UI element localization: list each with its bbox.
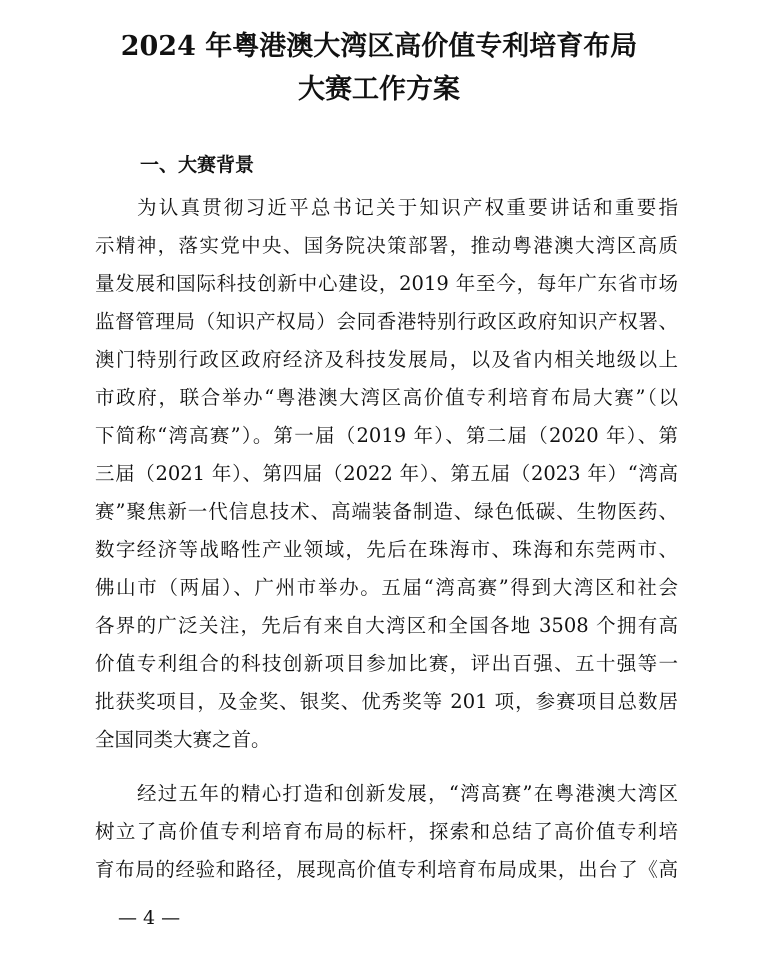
paragraph-line: 三届（2021 年）、第四届（2022 年）、第五届（2023 年）“湾高 xyxy=(95,462,678,485)
page-number: — 4 — xyxy=(118,907,181,929)
paragraph-line: 数字经济等战略性产业领域，先后在珠海市、珠海和东莞两市、 xyxy=(95,538,678,561)
paragraph-line: 育布局的经验和路径，展现高价值专利培育布局成果，出台了《高 xyxy=(95,858,678,881)
paragraph-line: 价值专利组合的科技创新项目参加比赛，评出百强、五十强等一 xyxy=(95,652,678,675)
paragraph-line: 全国同类大赛之首。 xyxy=(95,728,271,751)
paragraph-line: 批获奖项目，及金奖、银奖、优秀奖等 201 项，参赛项目总数居 xyxy=(95,690,678,713)
paragraph-line: 树立了高价值专利培育布局的标杆，探索和总结了高价值专利培 xyxy=(95,820,678,843)
paragraph-line: 各界的广泛关注，先后有来自大湾区和全国各地 3508 个拥有高 xyxy=(95,614,678,637)
document-title-line-2: 大赛工作方案 xyxy=(298,74,460,105)
document-title-line-1: 2024 年粤港澳大湾区高价值专利培育布局 xyxy=(120,31,638,62)
paragraph-line: 赛”聚焦新一代信息技术、高端装备制造、绿色低碳、生物医药、 xyxy=(95,500,678,523)
paragraph-line: 示精神，落实党中央、国务院决策部署，推动粤港澳大湾区高质 xyxy=(95,234,678,257)
paragraph-line: 市政府，联合举办“粤港澳大湾区高价值专利培育布局大赛”（以 xyxy=(95,386,678,409)
paragraph-line: 佛山市（两届）、广州市举办。五届“湾高赛”得到大湾区和社会 xyxy=(95,576,678,599)
paragraph-line: 监督管理局（知识产权局）会同香港特别行政区政府知识产权署、 xyxy=(95,310,678,333)
paragraph-line: 量发展和国际科技创新中心建设，2019 年至今，每年广东省市场 xyxy=(95,272,678,295)
paragraph-line: 为认真贯彻习近平总书记关于知识产权重要讲话和重要指 xyxy=(137,196,678,219)
section-heading: 一、大赛背景 xyxy=(140,154,255,176)
paragraph-line: 经过五年的精心打造和创新发展，“湾高赛”在粤港澳大湾区 xyxy=(137,782,678,805)
paragraph-line: 澳门特别行政区政府经济及科技发展局，以及省内相关地级以上 xyxy=(95,348,678,371)
paragraph-line: 下简称“湾高赛”）。第一届（2019 年）、第二届（2020 年）、第 xyxy=(95,424,678,447)
